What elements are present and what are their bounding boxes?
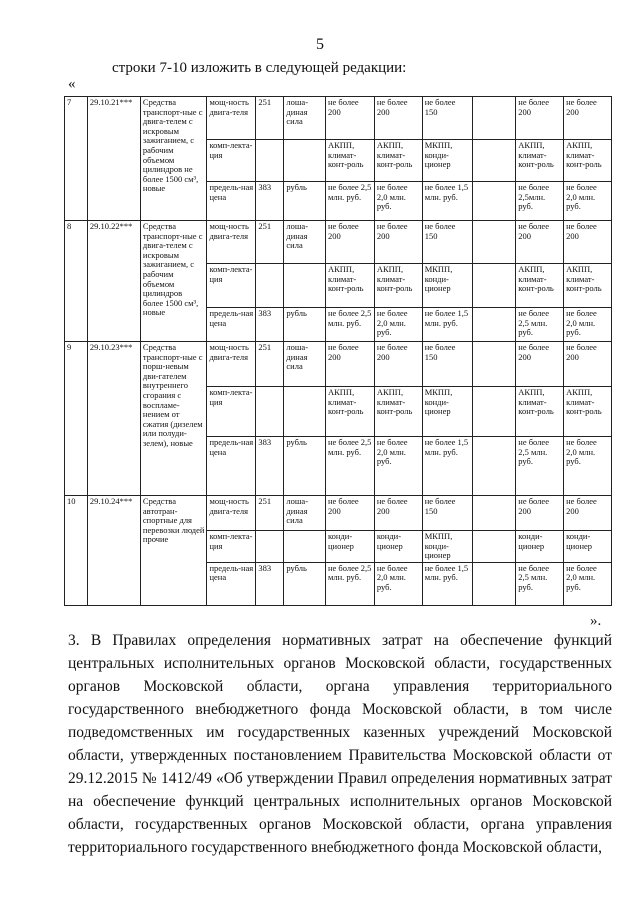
value-cell-col-c: не более 1,5 млн. руб. bbox=[422, 437, 472, 496]
param-name: комп-лекта-ция bbox=[207, 140, 256, 182]
value-cell-col-f: не более 200 bbox=[564, 97, 612, 140]
param-name: мощ-ность двига-теля bbox=[207, 97, 256, 140]
value-cell-col-e: АКПП, климат-конт-роль bbox=[516, 264, 564, 308]
okei-code: 383 bbox=[256, 437, 284, 496]
value-cell-col-b: не более 200 bbox=[374, 221, 422, 264]
value-cell-col-c: не более 1,5 млн. руб. bbox=[422, 182, 472, 221]
value-cell-col-c: МКПП, конди-ционер bbox=[422, 531, 472, 563]
unit-name bbox=[284, 387, 326, 437]
value-cell-col-a: АКПП, климат-конт-роль bbox=[325, 387, 374, 437]
value-cell-col-d bbox=[472, 531, 516, 563]
value-cell-col-d bbox=[472, 387, 516, 437]
value-cell-col-d bbox=[472, 140, 516, 182]
value-cell-col-e: не более 200 bbox=[516, 97, 564, 140]
table-row bbox=[65, 342, 612, 387]
value-cell-col-a: АКПП, климат-конт-роль bbox=[325, 264, 374, 308]
okei-code: 383 bbox=[256, 182, 284, 221]
value-cell-col-b: АКПП, климат-конт-роль bbox=[374, 387, 422, 437]
value-cell-col-a: не более 200 bbox=[325, 221, 374, 264]
okpd-code: 29.10.24*** bbox=[87, 496, 140, 606]
value-cell-col-c: не более 150 bbox=[422, 221, 472, 264]
okei-code bbox=[256, 264, 284, 308]
value-cell-col-a: не более 2,5 млн. руб. bbox=[325, 437, 374, 496]
value-cell-col-a: не более 2,5 млн. руб. bbox=[325, 308, 374, 342]
value-cell-col-d bbox=[472, 342, 516, 387]
value-cell-col-b: не более 200 bbox=[374, 97, 422, 140]
param-name: предель-ная цена bbox=[207, 562, 256, 605]
closing-quote: ». bbox=[590, 613, 602, 629]
row-number: 7 bbox=[65, 97, 88, 221]
unit-name: лоша-диная сила bbox=[284, 496, 326, 531]
value-cell-col-a: не более 200 bbox=[325, 496, 374, 531]
value-cell-col-a: конди-ционер bbox=[325, 531, 374, 563]
unit-name: рубль bbox=[284, 562, 326, 605]
value-cell-col-a: не более 200 bbox=[325, 342, 374, 387]
value-cell-col-f: конди-ционер bbox=[564, 531, 612, 563]
row-number: 9 bbox=[65, 342, 88, 496]
intro-text: строки 7-10 изложить в следующей редакции: bbox=[112, 60, 407, 76]
unit-name: рубль bbox=[284, 308, 326, 342]
value-cell-col-a: АКПП, климат-конт-роль bbox=[325, 140, 374, 182]
value-cell-col-d bbox=[472, 562, 516, 605]
param-name: предель-ная цена bbox=[207, 182, 256, 221]
okei-code: 383 bbox=[256, 308, 284, 342]
value-cell-col-e: не более 2,5 млн. руб. bbox=[516, 437, 564, 496]
value-cell-col-d bbox=[472, 437, 516, 496]
value-cell-col-b: АКПП, климат-конт-роль bbox=[374, 264, 422, 308]
okpd-code: 29.10.21*** bbox=[87, 97, 140, 221]
value-cell-col-b: не более 2,0 млн. руб. bbox=[374, 182, 422, 221]
okei-code bbox=[256, 140, 284, 182]
value-cell-col-a: не более 2,5 млн. руб. bbox=[325, 562, 374, 605]
value-cell-col-f: не более 2,0 млн. руб. bbox=[564, 182, 612, 221]
table-row bbox=[65, 97, 612, 140]
okpd-code: 29.10.23*** bbox=[87, 342, 140, 496]
amendment-table bbox=[64, 96, 612, 606]
okei-code: 251 bbox=[256, 221, 284, 264]
param-name: мощ-ность двига-теля bbox=[207, 496, 256, 531]
value-cell-col-f: не более 2,0 млн. руб. bbox=[564, 562, 612, 605]
param-name: мощ-ность двига-теля bbox=[207, 221, 256, 264]
value-cell-col-a: не более 200 bbox=[325, 97, 374, 140]
row-number: 8 bbox=[65, 221, 88, 342]
value-cell-col-f: не более 2,0 млн. руб. bbox=[564, 437, 612, 496]
value-cell-col-f: АКПП, климат-конт-роль bbox=[564, 264, 612, 308]
okei-code: 251 bbox=[256, 97, 284, 140]
unit-name bbox=[284, 264, 326, 308]
param-name: комп-лекта-ция bbox=[207, 387, 256, 437]
param-name: предель-ная цена bbox=[207, 308, 256, 342]
row-number: 10 bbox=[65, 496, 88, 606]
okei-code: 383 bbox=[256, 562, 284, 605]
value-cell-col-d bbox=[472, 221, 516, 264]
value-cell-col-c: не более 150 bbox=[422, 97, 472, 140]
item-name: Средства транспорт-ные с двига-телем с искровым зажиганием, с рабочим объемом цилиндров не более 1500 см³, новые bbox=[140, 97, 207, 221]
value-cell-col-e: не более 2,5 млн. руб. bbox=[516, 562, 564, 605]
value-cell-col-b: конди-ционер bbox=[374, 531, 422, 563]
value-cell-col-e: АКПП, климат-конт-роль bbox=[516, 387, 564, 437]
unit-name: лоша-диная сила bbox=[284, 97, 326, 140]
item-name: Средства транспорт-ные с порш-невым дви-гателем внутреннего сгорания с воспламе-нением от сжатия (дизелем или полуди-зелем), новые bbox=[140, 342, 207, 496]
value-cell-col-c: МКПП, конди-ционер bbox=[422, 140, 472, 182]
value-cell-col-e: не более 2,5 млн. руб. bbox=[516, 308, 564, 342]
value-cell-col-f: АКПП, климат-конт-роль bbox=[564, 387, 612, 437]
value-cell-col-c: не более 150 bbox=[422, 496, 472, 531]
value-cell-col-e: не более 200 bbox=[516, 221, 564, 264]
paragraph-3: 3. В Правилах определения нормативных затрат на обеспечение функций центральных исполнительных органов Московской области, государственных органов Московской области, органа управления территориального государственного внебюджетного фонда Московской области, в том числе подведомственных им государственных казенных учреждений Московской области, утвержденных постановлением Правительства Московской области от 29.12.2015 № 1412/49 «Об утверждении Правил определения нормативных затрат на обеспечение функций центральных исполнительных органов Московской области, государственных органов Московской области, органа управления территориального государственного внебюджетного фонда Московской области, bbox=[68, 632, 612, 856]
value-cell-col-f: не более 2,0 млн. руб. bbox=[564, 308, 612, 342]
value-cell-col-c: не более 1,5 млн. руб. bbox=[422, 308, 472, 342]
value-cell-col-d bbox=[472, 182, 516, 221]
okei-code: 251 bbox=[256, 496, 284, 531]
value-cell-col-f: не более 200 bbox=[564, 496, 612, 531]
value-cell-col-d bbox=[472, 264, 516, 308]
page-number: 5 bbox=[316, 36, 324, 53]
value-cell-col-b: не более 2,0 млн. руб. bbox=[374, 437, 422, 496]
value-cell-col-b: не более 200 bbox=[374, 496, 422, 531]
unit-name: лоша-диная сила bbox=[284, 221, 326, 264]
value-cell-col-c: не более 1,5 млн. руб. bbox=[422, 562, 472, 605]
unit-name bbox=[284, 140, 326, 182]
item-name: Средства транспорт-ные с двига-телем с искровым зажиганием, с рабочим объемом цилиндров более 1500 см³, новые bbox=[140, 221, 207, 342]
value-cell-col-e: не более 200 bbox=[516, 342, 564, 387]
table-row bbox=[65, 496, 612, 531]
value-cell-col-f: не более 200 bbox=[564, 342, 612, 387]
param-name: комп-лекта-ция bbox=[207, 531, 256, 563]
unit-name: лоша-диная сила bbox=[284, 342, 326, 387]
unit-name bbox=[284, 531, 326, 563]
okei-code bbox=[256, 531, 284, 563]
value-cell-col-b: не более 2,0 млн. руб. bbox=[374, 308, 422, 342]
table-row bbox=[65, 221, 612, 264]
param-name: мощ-ность двига-теля bbox=[207, 342, 256, 387]
value-cell-col-c: не более 150 bbox=[422, 342, 472, 387]
value-cell-col-b: не более 2,0 млн. руб. bbox=[374, 562, 422, 605]
value-cell-col-d bbox=[472, 97, 516, 140]
value-cell-col-e: АКПП, климат-конт-роль bbox=[516, 140, 564, 182]
item-name: Средства автотран-спортные для перевозки людей прочие bbox=[140, 496, 207, 606]
value-cell-col-f: не более 200 bbox=[564, 221, 612, 264]
okpd-code: 29.10.22*** bbox=[87, 221, 140, 342]
value-cell-col-c: МКПП, конди-ционер bbox=[422, 264, 472, 308]
unit-name: рубль bbox=[284, 182, 326, 221]
value-cell-col-e: конди-ционер bbox=[516, 531, 564, 563]
param-name: предель-ная цена bbox=[207, 437, 256, 496]
value-cell-col-c: МКПП, конди-ционер bbox=[422, 387, 472, 437]
value-cell-col-d bbox=[472, 308, 516, 342]
opening-quote: « bbox=[68, 76, 76, 92]
okei-code: 251 bbox=[256, 342, 284, 387]
okei-code bbox=[256, 387, 284, 437]
value-cell-col-e: не более 2,5млн. руб. bbox=[516, 182, 564, 221]
unit-name: рубль bbox=[284, 437, 326, 496]
value-cell-col-f: АКПП, климат-конт-роль bbox=[564, 140, 612, 182]
value-cell-col-e: не более 200 bbox=[516, 496, 564, 531]
param-name: комп-лекта-ция bbox=[207, 264, 256, 308]
table-body bbox=[65, 97, 612, 606]
value-cell-col-d bbox=[472, 496, 516, 531]
value-cell-col-b: АКПП, климат-конт-роль bbox=[374, 140, 422, 182]
value-cell-col-a: не более 2,5 млн. руб. bbox=[325, 182, 374, 221]
value-cell-col-b: не более 200 bbox=[374, 342, 422, 387]
